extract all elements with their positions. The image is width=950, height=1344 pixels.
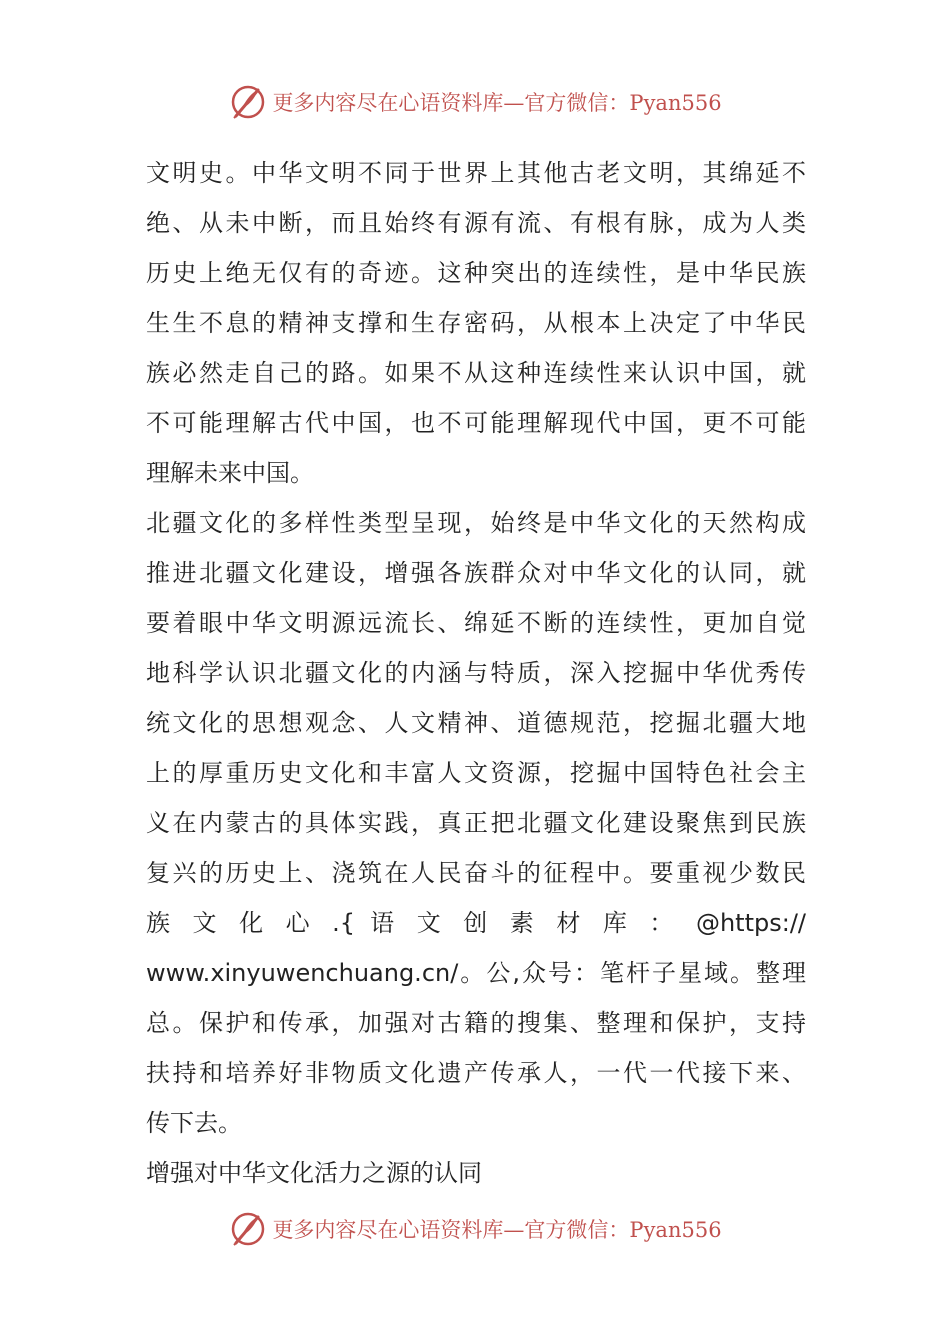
text-line: 族 文 化 心 .{ 语 文 创 素 材 库 ： @https:// [146, 909, 806, 937]
text-line: 理解未来中国。 [146, 459, 314, 487]
text-line: 统文化的思想观念、人文精神、道德规范，挖掘北疆大地 [146, 709, 806, 737]
banner-text: 更多内容尽在心语资料库—官方微信：Pyan556 [272, 1218, 722, 1242]
text-line: 历史上绝无仅有的奇迹。这种突出的连续性，是中华民族 [146, 259, 806, 287]
text-line: 总。保护和传承，加强对古籍的搜集、整理和保护，支持 [146, 1009, 806, 1037]
feather-pen-logo-icon [228, 82, 268, 122]
text-line: 推进北疆文化建设，增强各族群众对中华文化的认同，就 [146, 559, 806, 587]
text-line: 北疆文化的多样性类型呈现，始终是中华文化的天然构成 [146, 509, 806, 537]
text-line: 绝、从未中断，而且始终有源有流、有根有脉，成为人类 [146, 209, 806, 237]
text-line: 上的厚重历史文化和丰富人文资源，挖掘中国特色社会主 [146, 759, 806, 787]
heading-line: 增强对中华文化活力之源的认同 [146, 1159, 482, 1187]
document-body [146, 148, 806, 1198]
text-line: 要着眼中华文明源远流长、绵延不断的连续性，更加自觉 [146, 609, 806, 637]
banner-text: 更多内容尽在心语资料库—官方微信：Pyan556 [272, 91, 722, 115]
footer-banner [0, 1209, 950, 1249]
text-line: www.xinyuwenchuang.cn/。公,众号：笔杆子星域。整理 [146, 959, 806, 987]
text-line: 扶持和培养好非物质文化遗产传承人，一代一代接下来、 [146, 1059, 806, 1087]
text-line: 不可能理解古代中国，也不可能理解现代中国，更不可能 [146, 409, 806, 437]
feather-pen-logo-icon [228, 1209, 268, 1249]
text-line: 族必然走自己的路。如果不从这种连续性来认识中国，就 [146, 359, 806, 387]
text-line: 义在内蒙古的具体实践，真正把北疆文化建设聚焦到民族 [146, 809, 806, 837]
text-line: 地科学认识北疆文化的内涵与特质，深入挖掘中华优秀传 [146, 659, 806, 687]
text-line: 文明史。中华文明不同于世界上其他古老文明，其绵延不 [146, 159, 806, 187]
text-line: 复兴的历史上、浇筑在人民奋斗的征程中。要重视少数民 [146, 859, 806, 887]
paragraph-2 [146, 498, 806, 1148]
text-line: 传下去。 [146, 1109, 242, 1137]
section-heading [146, 1148, 806, 1198]
paragraph-1 [146, 148, 806, 498]
text-line: 生生不息的精神支撑和生存密码，从根本上决定了中华民 [146, 309, 806, 337]
header-banner [0, 82, 950, 122]
